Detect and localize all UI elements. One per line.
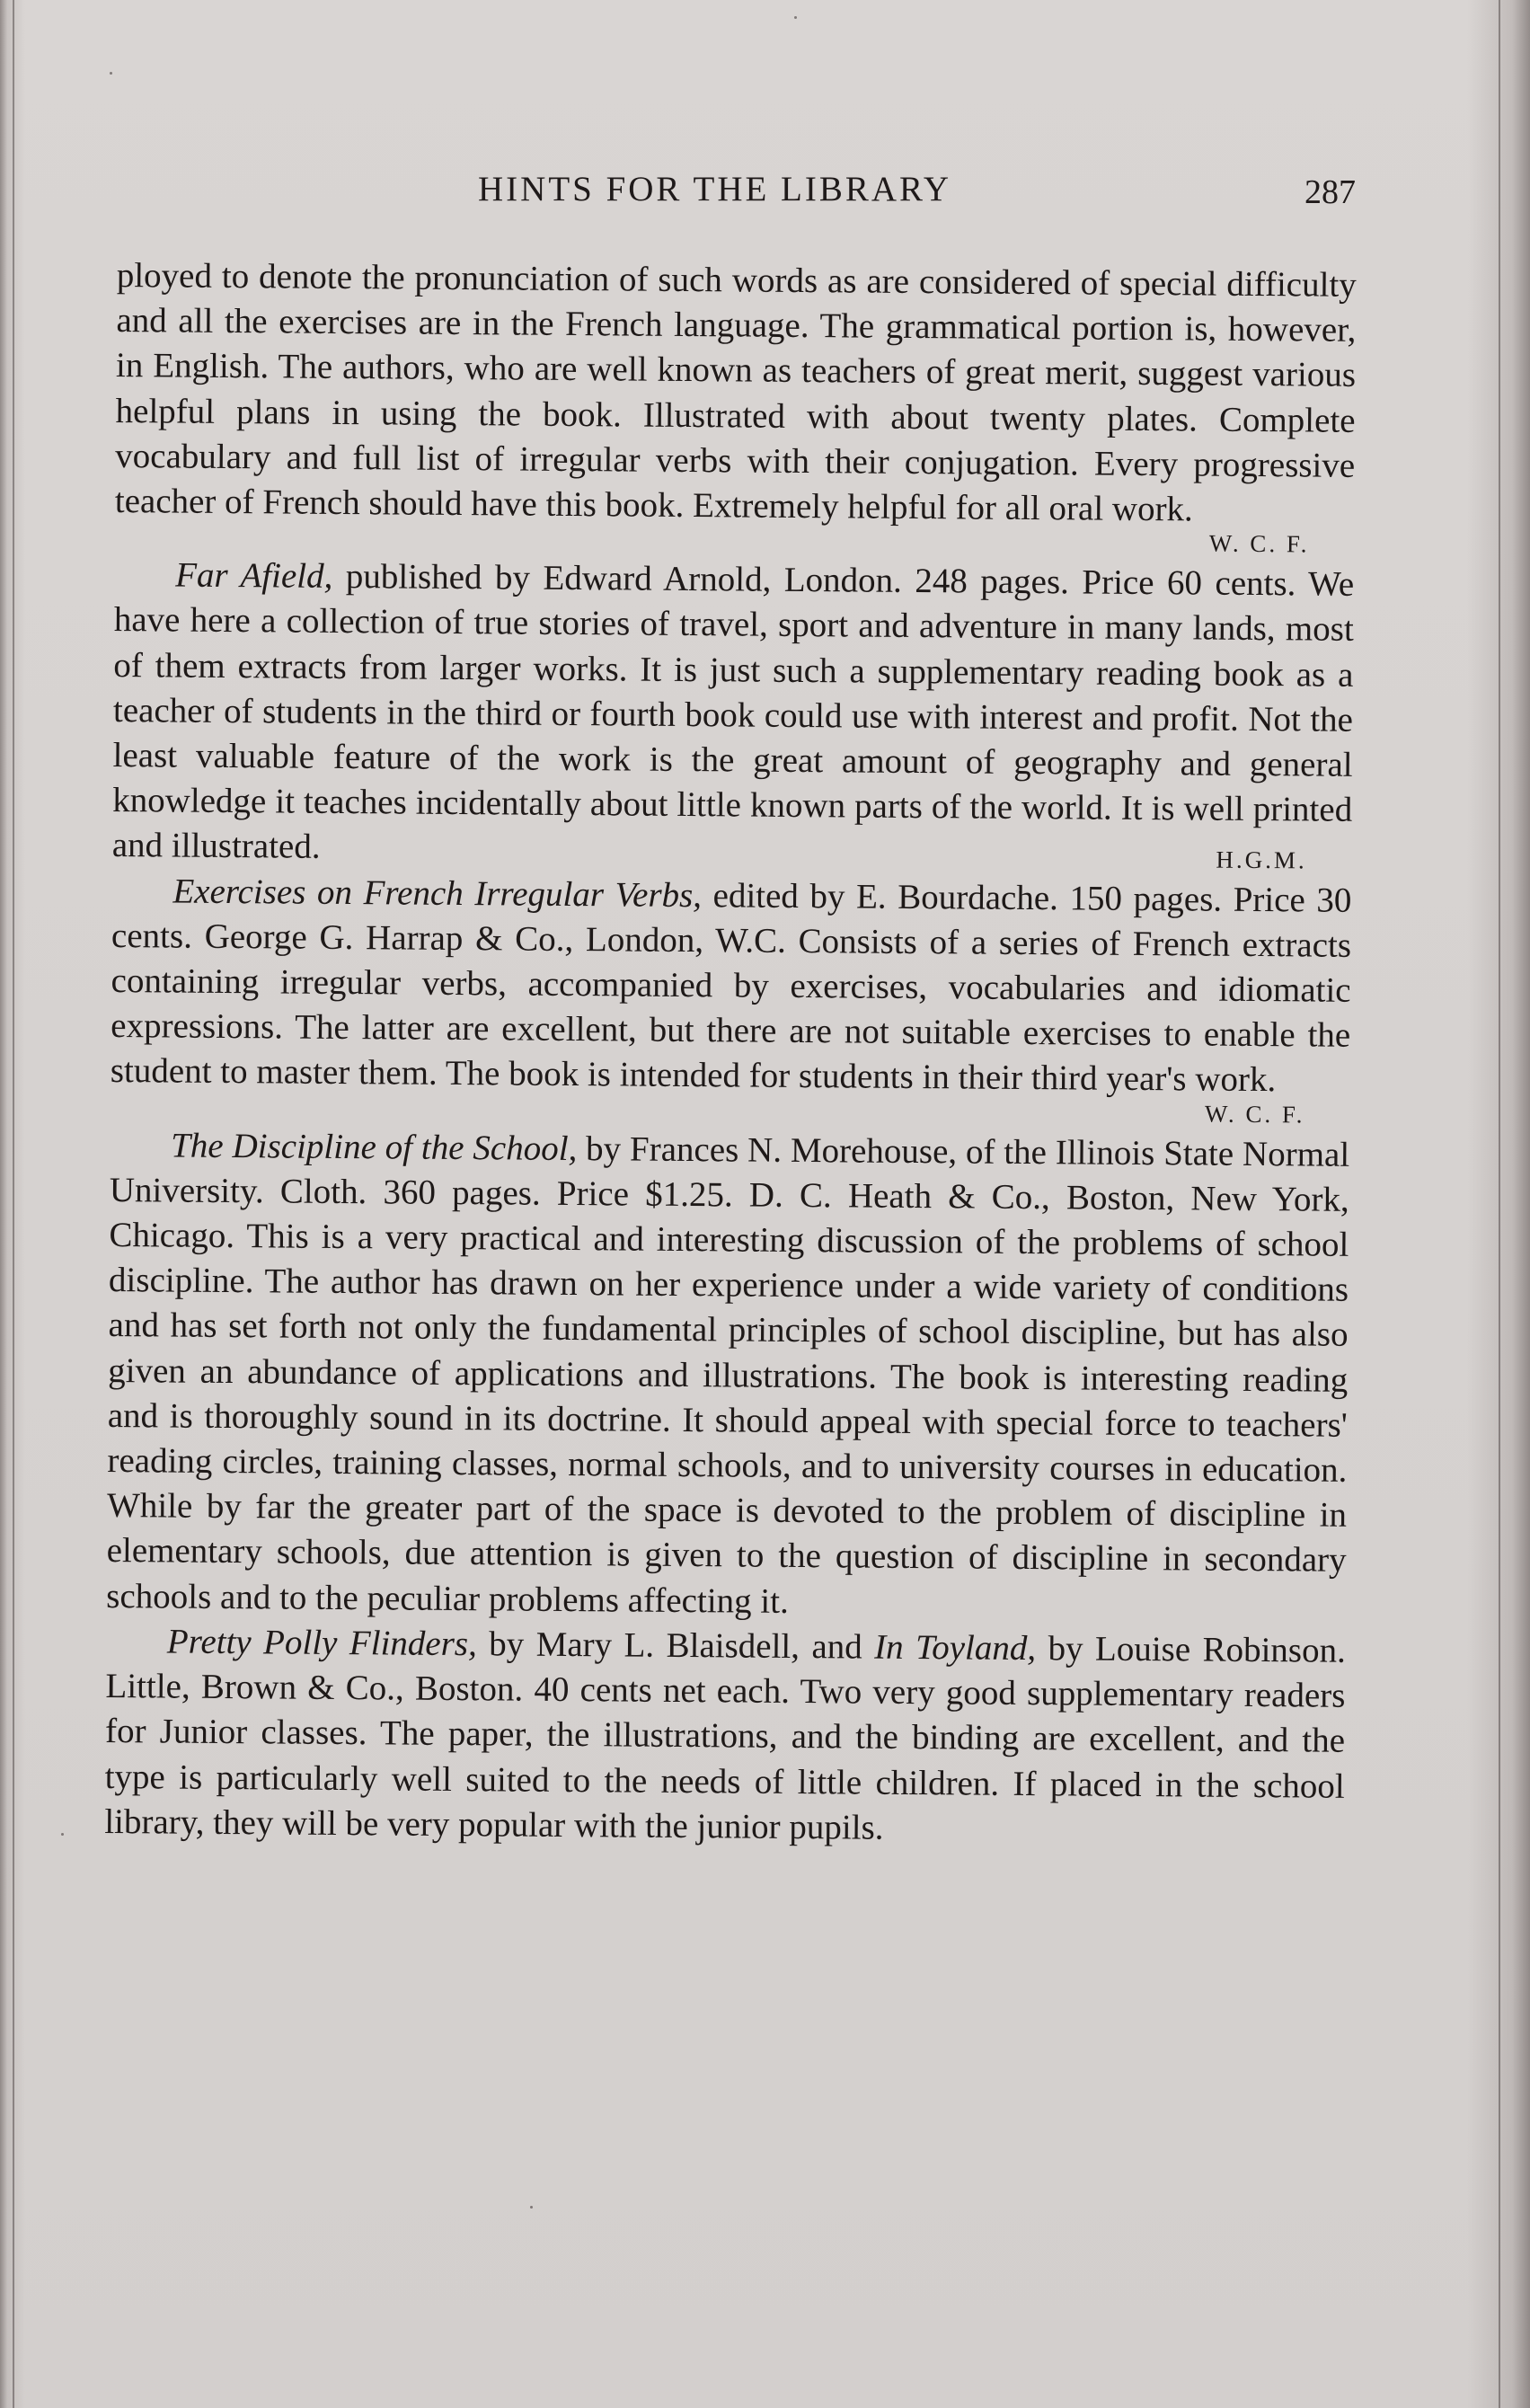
page-number: 287 bbox=[1304, 173, 1356, 211]
left-page-edge bbox=[13, 0, 14, 2408]
review-french-irregular-verbs bbox=[110, 869, 1351, 1131]
running-head: HINTS FOR THE LIBRARY bbox=[478, 170, 952, 208]
book-title: The Discipline of the School, bbox=[171, 1126, 578, 1168]
book-title: Far Afield, bbox=[175, 555, 333, 597]
review-text: ployed to denote the pronunciation of such words as are considered of special difficulty and all the exercises are in the French language. The grammatical portion is, however, in English. The authors, who are well known as teachers of great merit, suggest various helpful plans in using the book. Illustrated with about twenty plates. Complete vocabulary and full list of irregular verbs with their conjugation. Every progressive teacher of French should have this book. Extremely helpful for all oral work. bbox=[114, 255, 1357, 529]
paper-speck bbox=[530, 2206, 533, 2209]
reviewer-initials: W. C. F. bbox=[1204, 1100, 1305, 1129]
review-paragraph bbox=[106, 1123, 1349, 1629]
review-continued bbox=[114, 253, 1357, 561]
review-text: published by Edward Arnold, London. 248 pages. Price 60 cents. We have here a collection of true stories of travel, sport and adventure in many lands, most of them extracts from larger works. It is just such a supplementary reading book as a teacher of students in the third or fourth book could use with interest and profit. Not the least valuable feature of the work is the great amount of geography and general knowledge it teaches incidentally about little known parts of the world. It is well printed and illustrated. bbox=[111, 557, 1355, 867]
page-header bbox=[0, 169, 1530, 214]
review-text: by Mary L. Blaisdell, and bbox=[476, 1625, 875, 1667]
review-paragraph bbox=[111, 869, 1352, 1104]
paper-speck bbox=[61, 1833, 64, 1836]
reviewer-initials: W. C. F. bbox=[1208, 529, 1310, 558]
book-title: Pretty Polly Flinders, bbox=[166, 1622, 477, 1664]
review-text: by Frances N. Morehouse, of the Illinois State Normal University. Cloth. 360 pages. Price $1.25. D. C. Heath & Co., Boston, New York, Chicago. This is a very practical and interesting discussion of the problems of school discipline. The author has drawn on her experience under a wide variety of conditions and has set forth not only the fundamental principles of school discipline, but has also given an abundance of applications and illustrations. The book is interesting reading and is thoroughly sound in its doctrine. It should appeal with special force to teachers' reading circles, training classes, normal schools, and to university courses in education. While by far the greater part of the space is devoted to the problem of discipline in elementary schools, due attention is given to the question of discipline in secondary schools and to the peculiar problems affecting it. bbox=[106, 1129, 1350, 1621]
review-paragraph bbox=[112, 553, 1355, 878]
paper-speck bbox=[794, 16, 797, 19]
review-paragraph bbox=[104, 1619, 1346, 1855]
book-title: Exercises on French Irregular Verbs, bbox=[172, 872, 703, 915]
review-text: by Louise Robinson. Little, Brown & Co., Boston. 40 cents net each. Two very good supplementary readers for Junior classes. The paper, the illustrations, and the binding are excellent, and the type is particularly well suited to the needs of little children. If placed in the school library, they will be very popular with the junior pupils. bbox=[104, 1628, 1346, 1847]
page-body bbox=[104, 253, 1357, 1855]
book-title-second: In Toyland, bbox=[874, 1627, 1037, 1668]
paper-speck bbox=[110, 72, 112, 75]
review-discipline-of-the-school bbox=[106, 1123, 1349, 1629]
review-text: edited by E. Bourdache. 150 pages. Price 30 cents. George G. Harrap & Co., London, W.C. Consists of a series of French extracts containing irregular verbs, accompanied by exercises, vocabularies and idiomatic expressions. The latter are excellent, but there are not suitable exercises to enable the student to master them. The book is intended for students in their third year's work. bbox=[110, 875, 1352, 1100]
reviewer-initials: H.G.M. bbox=[1216, 846, 1307, 874]
review-far-afield bbox=[112, 553, 1355, 878]
right-page-edge bbox=[1499, 0, 1500, 2408]
review-pretty-polly-flinders bbox=[104, 1619, 1346, 1855]
